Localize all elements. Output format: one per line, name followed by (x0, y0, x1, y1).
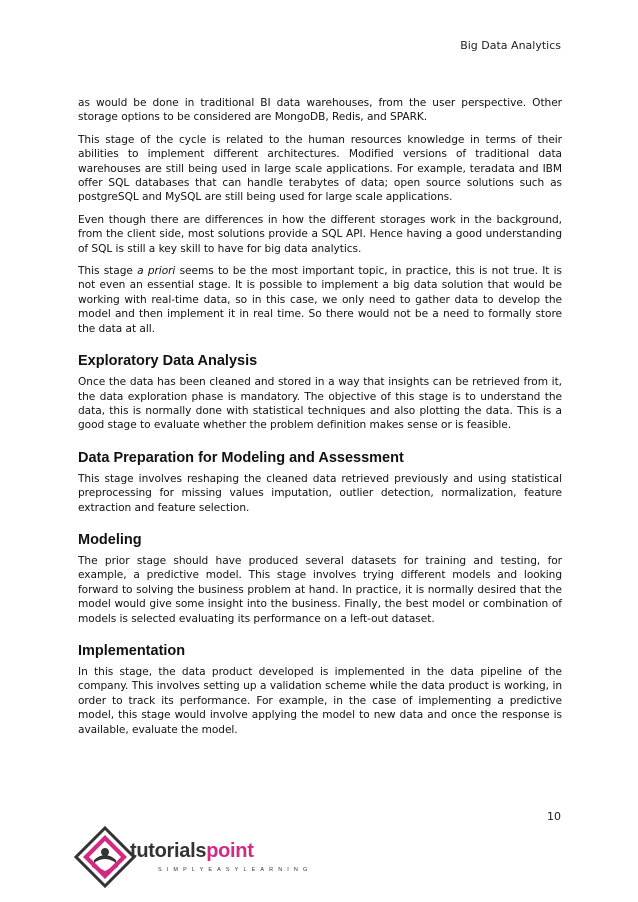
logo-word-accent: point (206, 840, 254, 862)
a-priori-text-after: seems to be the most important topic, in practice, this is not true. It is not even an essential stage. It is possible to implement a big data solution that would be working with real-time data, so in this case, we only need to gather data to develop the model and then implement it in real time. So there would not be a need to formally store the data at all. (78, 265, 562, 335)
heading-modeling: Modeling (78, 531, 142, 548)
logo-wordmark (130, 840, 254, 863)
a-priori-italic: a priori (137, 265, 176, 278)
logo-tagline: SIMPLYEASYLEARNING (158, 867, 313, 873)
logo-emblem-icon (74, 826, 136, 888)
heading-exploratory-data-analysis: Exploratory Data Analysis (78, 353, 258, 370)
paragraph-modeling: The prior stage should have produced several datasets for training and testing, for example, a predictive model. This stage involves trying different models and looking forward to solving the business problem at hand. In practice, it is normally desired that the model would give some insight into the business. Finally, the best model or combination of models is selected evaluating its performance on a left-out dataset. (78, 554, 562, 625)
logo-word-dark: tutorials (130, 840, 207, 862)
paragraph-storage-options: as would be done in traditional BI data warehouses, from the user perspective. Other storage options to be considered are MongoDB, Redis, and SPARK. (78, 97, 562, 124)
paragraph-human-resources: This stage of the cycle is related to the human resources knowledge in terms of their abilities to implement different architectures. Modified versions of traditional data warehouses are still being used in large scale applications. For example, teradata and IBM offer SQL databases that can handle terabytes of data; open source solutions such as postgreSQL and MySQL are still being used for large scale applications. (78, 133, 562, 204)
paragraph-exploratory: Once the data has been cleaned and stored in a way that insights can be retrieved from it, the data exploration phase is mandatory. The objective of this stage is to understand the data, this is normally done with statistical techniques and also plotting the data. This is a good stage to evaluate whether the problem definition makes sense or is feasible. (78, 376, 562, 432)
paragraph-sql-api: Even though there are differences in how the different storages work in the background, from the client side, most solutions provide a SQL API. Hence having a good understanding of SQL is still a key skill to have for big data analytics. (78, 213, 562, 255)
tutorialspoint-logo (74, 826, 313, 888)
paragraph-implementation: In this stage, the data product developed is implemented in the data pipeline of the company. This involves setting up a validation scheme while the data product is working, in order to track its performance. For example, in the case of implementing a predictive model, this stage would involve applying the model to new data and once the response is available, evaluate the model. (78, 665, 562, 736)
paragraph-data-preparation: This stage involves reshaping the cleaned data retrieved previously and using statistical preprocessing for missing values imputation, outlier detection, normalization, feature extraction and feature selection. (78, 472, 562, 514)
heading-implementation: Implementation (78, 642, 186, 659)
page-content (78, 96, 562, 745)
page-number: 10 (547, 810, 561, 823)
heading-data-preparation: Data Preparation for Modeling and Assessment (78, 449, 404, 466)
running-header: Big Data Analytics (460, 39, 561, 52)
a-priori-text-before: This stage (78, 265, 138, 278)
paragraph-a-priori (78, 264, 562, 336)
